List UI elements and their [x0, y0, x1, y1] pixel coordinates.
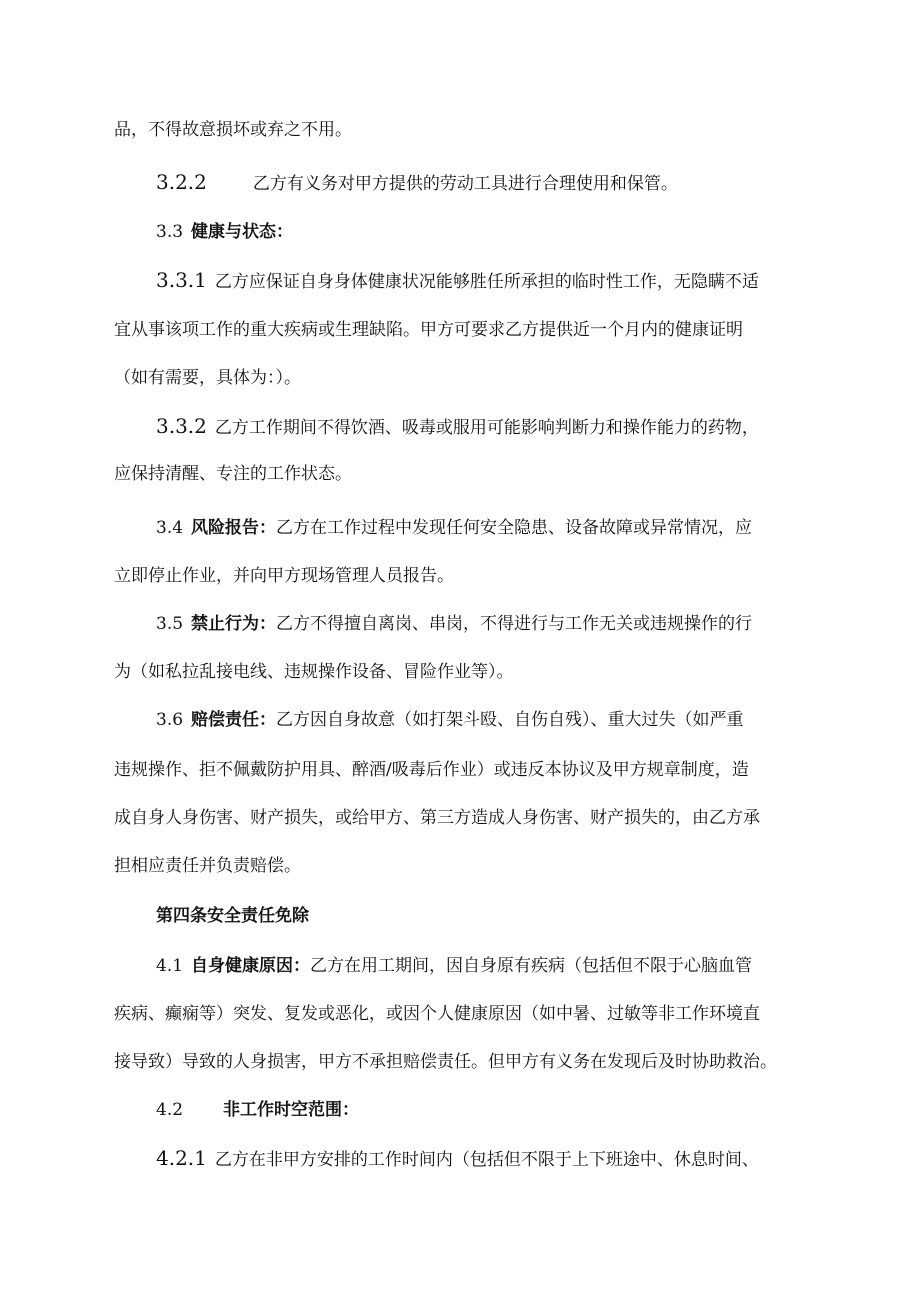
- text: 宜从事该项工作的重大疾病或生理缺陷。甲方可要求乙方提供近一个月内的健康证明: [114, 320, 743, 340]
- clause-text: 乙方有义务对甲方提供的劳动工具进行合理使用和保管。: [252, 174, 678, 194]
- clause-title: 风险报告：: [191, 518, 277, 538]
- paragraph-line: [114, 1050, 814, 1074]
- clause-number: 3.6: [156, 710, 184, 730]
- clause-text: 乙方不得擅自离岗、串岗，不得进行与工作无关或违规操作的行: [276, 614, 753, 634]
- clause-text: 乙方在非甲方安排的工作时间内（包括但不限于上下班途中、休息时间、: [214, 1150, 759, 1170]
- clause-number: 3.3.1: [156, 268, 207, 292]
- clause-4-2-heading: [156, 1098, 856, 1122]
- text: 担相应责任并负责赔偿。: [114, 856, 301, 876]
- text: （如有需要，具体为：）。: [114, 368, 301, 388]
- clause-text: 乙方在用工期间，因自身原有疾病（包括但不限于心脑血管: [310, 956, 753, 976]
- paragraph-line: [114, 118, 814, 142]
- article-title: 第四条安全责任免除: [156, 906, 309, 926]
- clause-number: 3.5: [156, 614, 184, 634]
- clause-number: 3.2.2: [156, 170, 207, 194]
- clause-text: 乙方因自身故意（如打架斗殴、自伤自残）、重大过失（如严重: [276, 710, 744, 730]
- clause-text: 乙方应保证自身身体健康状况能够胜任所承担的临时性工作，无隐瞒不适: [214, 272, 759, 292]
- clause-title: 非工作时空范围：: [223, 1100, 360, 1120]
- clause-number: 3.3.2: [156, 414, 207, 438]
- text: 违规操作、拒不佩戴防护用具、醉酒/吸毒后作业）或违反本协议及甲方规章制度，造: [114, 760, 749, 780]
- clause-number: 4.1: [156, 956, 184, 976]
- text: 为（如私拉乱接电线、违规操作设备、冒险作业等）。: [114, 662, 514, 682]
- clause-3-5: [156, 612, 856, 636]
- clause-4-2-1: [156, 1146, 856, 1172]
- paragraph-line: [114, 854, 814, 878]
- clause-title: 健康与状态：: [191, 222, 294, 242]
- clause-text: 乙方在工作过程中发现任何安全隐患、设备故障或异常情况，应: [276, 518, 753, 538]
- clause-4-1: [156, 954, 856, 978]
- paragraph-line: [114, 462, 814, 486]
- clause-title: 赔偿责任：: [191, 710, 277, 730]
- paragraph-line: [114, 564, 814, 588]
- clause-3-3-heading: [156, 220, 856, 244]
- text: 应保持清醒、专注的工作状态。: [114, 464, 352, 484]
- paragraph-line: [114, 1002, 814, 1026]
- paragraph-line: [114, 318, 814, 342]
- clause-3-3-2: [156, 414, 856, 440]
- clause-3-4: [156, 516, 856, 540]
- clause-3-2-2: [156, 170, 856, 196]
- text: 品，不得故意损坏或弃之不用。: [114, 120, 352, 140]
- clause-title: 自身健康原因：: [191, 956, 311, 976]
- clause-text: 乙方工作期间不得饮酒、吸毒或服用可能影响判断力和操作能力的药物，: [214, 418, 759, 438]
- clause-number: 3.4: [156, 518, 184, 538]
- clause-3-3-1: [156, 268, 856, 294]
- paragraph-line: [114, 806, 814, 830]
- paragraph-line: [114, 366, 814, 390]
- article-4-heading: [156, 904, 856, 928]
- clause-number: 3.3: [156, 222, 184, 242]
- paragraph-line: [114, 758, 814, 782]
- paragraph-line: [114, 660, 814, 684]
- clause-number: 4.2.1: [156, 1146, 207, 1170]
- clause-title: 禁止行为：: [191, 614, 277, 634]
- text: 疾病、癫痫等）突发、复发或恶化，或因个人健康原因（如中暑、过敏等非工作环境直: [114, 1004, 760, 1024]
- text: 接导致）导致的人身损害，甲方不承担赔偿责任。但甲方有义务在发现后及时协助救治。: [114, 1052, 777, 1072]
- text: 立即停止作业，并向甲方现场管理人员报告。: [114, 566, 454, 586]
- text: 成自身人身伤害、财产损失，或给甲方、第三方造成人身伤害、财产损失的，由乙方承: [114, 808, 760, 828]
- clause-3-6: [156, 708, 856, 732]
- clause-number: 4.2: [156, 1100, 184, 1120]
